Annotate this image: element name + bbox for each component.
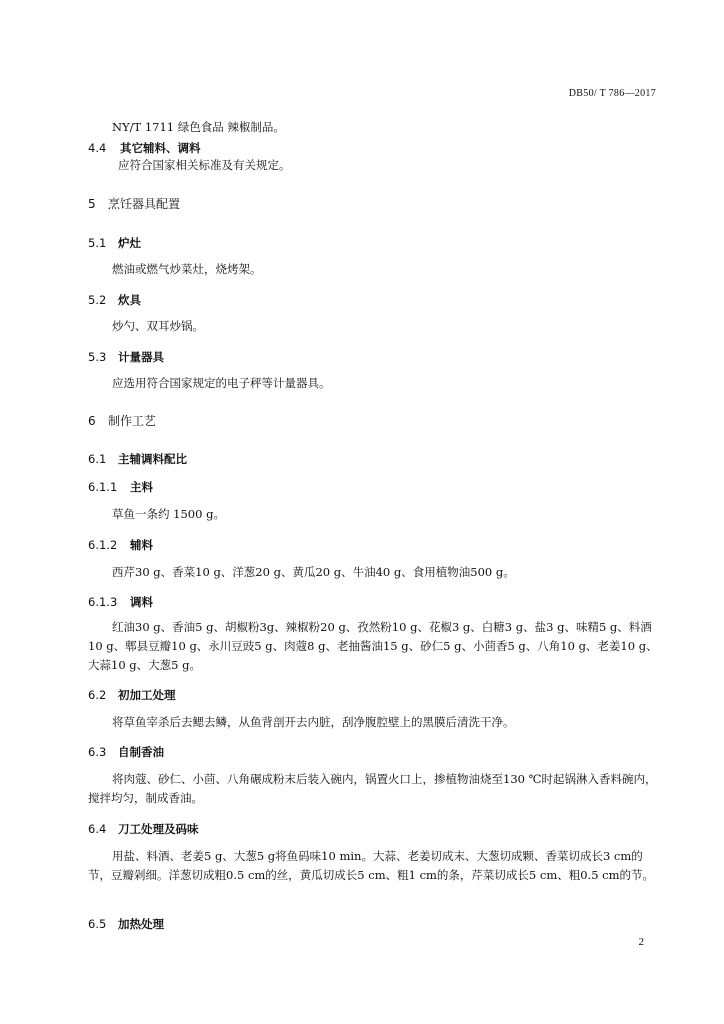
section-title: 炉灶	[118, 236, 141, 250]
section-6-3-heading	[88, 745, 164, 759]
section-title: 刀工处理及码味	[118, 822, 199, 836]
section-6-3-text: 将肉蔻、砂仁、小茴、八角碾成粉末后装入碗内，锅置火口上，掺植物油烧至130 ℃时起锅淋入香料碗内，搅拌均匀，制成香油。	[88, 772, 657, 805]
section-number: 6.1.1	[88, 480, 118, 494]
section-title: 主辅调料配比	[118, 452, 187, 466]
section-number: 6.1.2	[88, 538, 118, 552]
section-title: 炊具	[118, 293, 141, 307]
section-5-heading	[88, 197, 180, 211]
section-4-4-heading	[88, 141, 201, 155]
section-number: 6.4	[88, 822, 107, 836]
section-number: 4.4	[88, 141, 107, 155]
section-5-1-heading	[88, 236, 141, 250]
section-title: 自制香油	[118, 745, 164, 759]
section-title: 主料	[130, 480, 153, 494]
section-number: 6.5	[88, 917, 107, 931]
section-number: 6.2	[88, 688, 107, 702]
section-5-3-text: 应选用符合国家规定的电子秤等计量器具。	[112, 376, 331, 390]
section-title: 计量器具	[118, 350, 164, 364]
section-6-1-3-text: 红油30 g、香油5 g、胡椒粉3g、辣椒粉20 g、孜然粉10 g、花椒3 g、白糖3 g、盐3 g、味精5 g、料酒10 g、郫县豆瓣10 g、永川豆豉5 g、肉蔻8 g、老抽酱油15 g、砂仁5 g、小茴香5 g、八角10 g、老姜10 g、大蒜10 g、大葱5 g。	[88, 620, 658, 672]
section-5-2-heading	[88, 293, 141, 307]
section-6-1-2-heading	[88, 538, 153, 552]
section-4-4-text: 应符合国家相关标准及有关规定。	[118, 158, 291, 172]
section-number: 6.1	[88, 452, 107, 466]
section-number: 5.1	[88, 236, 107, 250]
section-number: 6.3	[88, 745, 107, 759]
section-title: 其它辅料、调料	[120, 141, 201, 155]
section-title: 制作工艺	[108, 414, 157, 428]
page-number: 2	[638, 936, 644, 948]
section-number: 6	[88, 414, 96, 428]
section-5-3-heading	[88, 350, 164, 364]
section-title: 辅料	[130, 538, 153, 552]
section-6-4-text: 用盐、料酒、老姜5 g、大葱5 g将鱼码味10 min。大蒜、老姜切成末、大葱切成颗、香菜切成长3 cm的节，豆瓣剁细。洋葱切成粗0.5 cm的丝，黄瓜切成长5 cm、粗1 cm的条，芹菜切成长5 cm、粗0.5 cm的节。	[88, 849, 655, 882]
section-6-heading	[88, 414, 156, 428]
section-6-1-1-text: 草鱼一条约 1500 g。	[112, 507, 225, 521]
section-6-1-3-heading	[88, 595, 153, 609]
section-5-1-text: 燃油或燃气炒菜灶，烧烤架。	[112, 262, 262, 276]
section-6-1-heading	[88, 452, 187, 466]
section-number: 5.3	[88, 350, 107, 364]
section-title: 初加工处理	[118, 688, 176, 702]
section-title: 加热处理	[118, 917, 164, 931]
reference-line: NY/T 1711 绿色食品 辣椒制品。	[112, 120, 285, 134]
section-5-2-text: 炒勺、双耳炒锅。	[112, 319, 204, 333]
section-title: 调料	[130, 595, 153, 609]
section-title: 烹饪器具配置	[108, 197, 181, 211]
standard-number: DB50/ T 786—2017	[568, 88, 656, 99]
section-6-5-heading	[88, 917, 164, 931]
section-6-1-2-text: 西芹30 g、香菜10 g、洋葱20 g、黄瓜20 g、牛油40 g、食用植物油500 g。	[112, 565, 515, 579]
section-number: 5	[88, 197, 96, 211]
section-number: 5.2	[88, 293, 107, 307]
section-6-4-heading	[88, 822, 199, 836]
section-6-2-heading	[88, 688, 176, 702]
section-6-1-1-heading	[88, 480, 153, 494]
section-6-2-text: 将草鱼宰杀后去鳃去鳞，从鱼背剖开去内脏，刮净腹腔壁上的黑膜后清洗干净。	[112, 715, 515, 729]
section-number: 6.1.3	[88, 595, 118, 609]
